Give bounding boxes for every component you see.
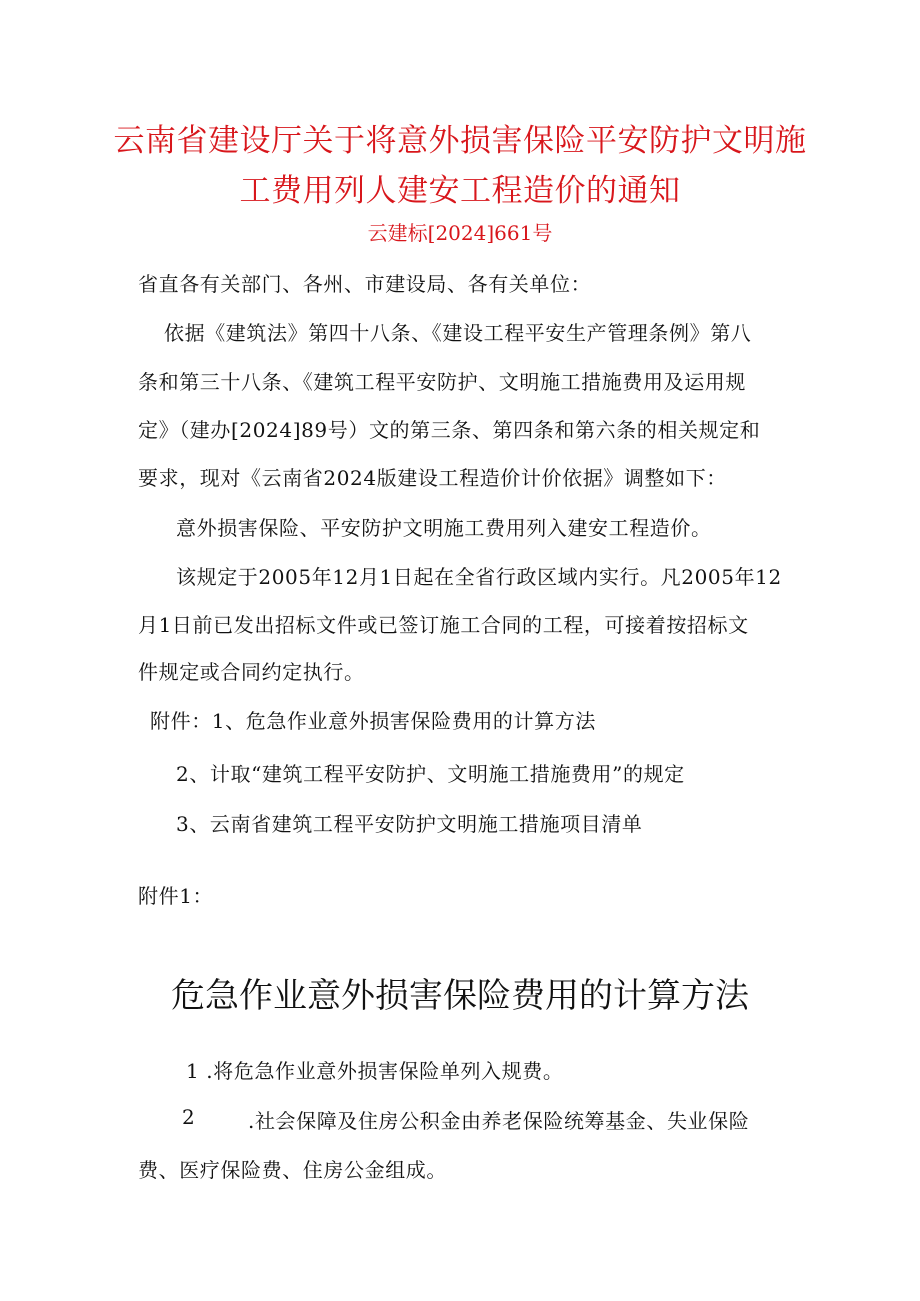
- document-number: 云建标[2024]661号: [367, 221, 553, 245]
- item-2-line-2: 费、医疗保险费、住房公金组成。: [138, 1158, 447, 1182]
- paragraph-1-line-4: 要求，现对《云南省2024版建设工程造价计价依据》调整如下：: [138, 466, 727, 490]
- attachment-list-item-1: 附件：1、危急作业意外损害保险费用的计算方法: [150, 709, 596, 733]
- attachment-1-label: 附件1：: [138, 884, 214, 908]
- paragraph-1-line-3: 定》（建办[2024]89号）文的第三条、第四条和第六条的相关规定和: [138, 418, 761, 442]
- attachment-list-item-3: 3、云南省建筑工程平安防护文明施工措施项目清单: [176, 812, 643, 836]
- salutation: 省直各有关部门、各州、市建设局、各有关单位：: [138, 272, 592, 296]
- paragraph-3-line-3: 件规定或合同约定执行。: [138, 660, 365, 684]
- paragraph-2: 意外损害保险、平安防护文明施工费用列入建安工程造价。: [176, 516, 712, 540]
- paragraph-3-line-1: 该规定于2005年12月1日起在全省行政区域内实行。凡2005年12: [176, 565, 782, 589]
- notice-title-line-2: 工费用列人建安工程造价的通知: [239, 173, 681, 209]
- item-1: 1 .将危急作业意外损害保险单列入规费。: [186, 1059, 564, 1083]
- attachment-list-item-2: 2、计取“建筑工程平安防护、文明施工措施费用”的规定: [176, 762, 685, 786]
- notice-title-line-1: 云南省建设厅关于将意外损害保险平安防护文明施: [113, 123, 807, 159]
- paragraph-1-line-2: 条和第三十八条、《建筑工程平安防护、文明施工措施费用及运用规: [138, 370, 746, 394]
- paragraph-1-line-1: 依据《建筑法》第四十八条、《建设工程平安生产管理条例》第八: [164, 321, 752, 345]
- attachment-1-heading: 危急作业意外损害保险费用的计算方法: [171, 976, 749, 1016]
- paragraph-3-line-2: 月1日前已发出招标文件或已签订施工合同的工程，可接着按招标文: [138, 613, 749, 637]
- item-2-number: 2: [182, 1105, 196, 1129]
- item-2-line-1: .社会保障及住房公积金由养老保险统筹基金、失业保险: [248, 1109, 750, 1133]
